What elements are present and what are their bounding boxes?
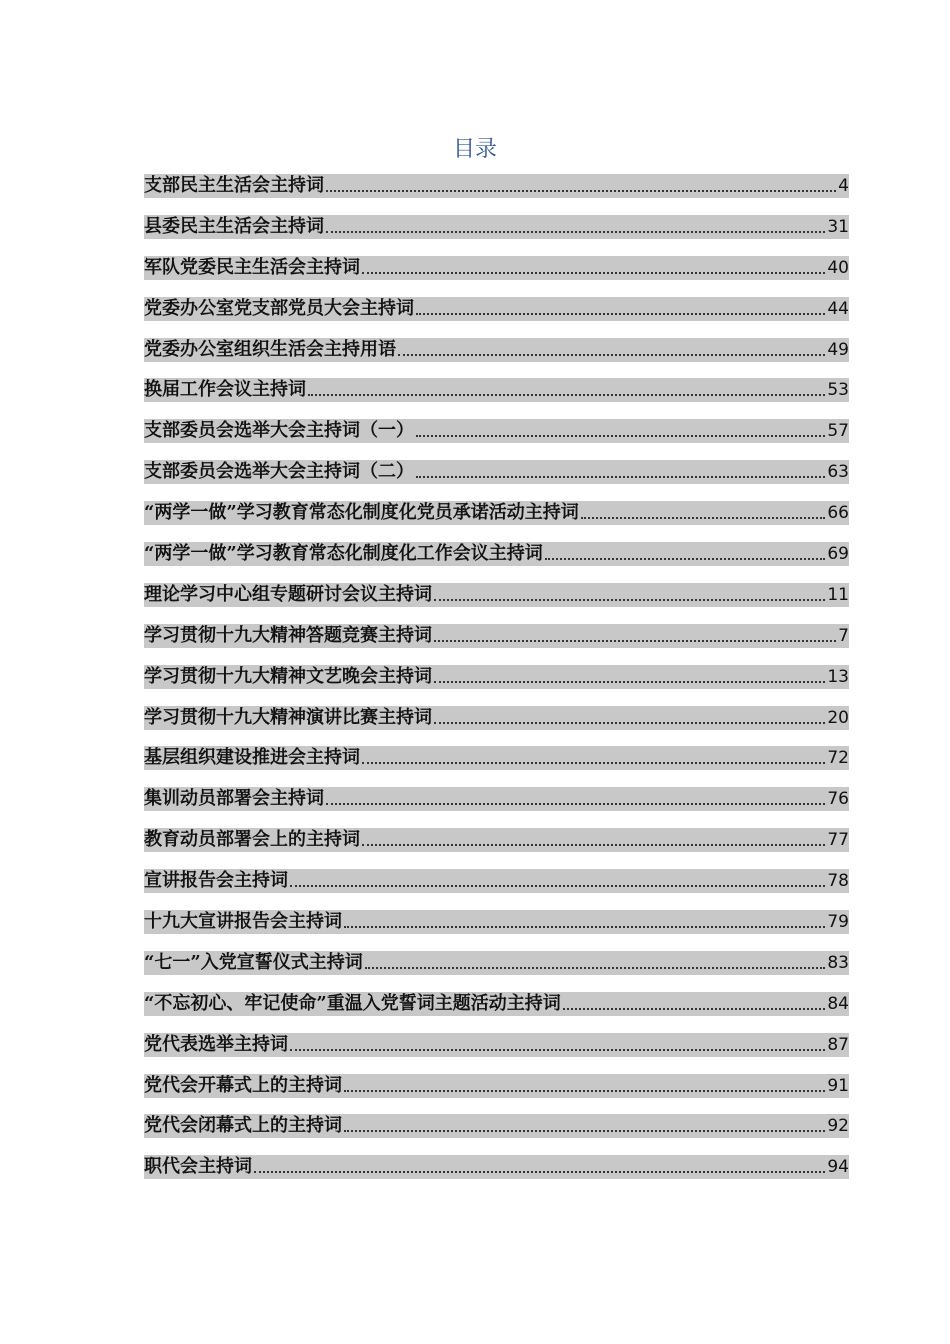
toc-entry-page-number: 63 (827, 462, 849, 483)
toc-entry-title: 军队党委民主生活会主持词 (144, 256, 360, 278)
toc-dot-leader (254, 1171, 825, 1173)
toc-dot-leader (581, 517, 826, 519)
toc-entry-title: “两学一做”学习教育常态化制度化党员承诺活动主持词 (144, 502, 579, 524)
toc-entry-title: 党代会闭幕式上的主持词 (144, 1115, 342, 1137)
toc-dot-leader (326, 803, 825, 805)
toc-entry-page-number: 57 (827, 421, 849, 442)
toc-entry[interactable] (144, 746, 849, 770)
toc-entry[interactable] (144, 951, 849, 975)
toc-entry-title: 职代会主持词 (144, 1156, 252, 1178)
toc-dot-leader (290, 885, 825, 887)
toc-entry-title: 支部民主生活会主持词 (144, 175, 324, 196)
toc-entry[interactable] (144, 542, 849, 566)
toc-dot-leader (326, 231, 825, 233)
toc-dot-leader (326, 190, 836, 192)
toc-entry-title: 学习贯彻十九大精神答题竞赛主持词 (144, 624, 432, 646)
toc-entry-title: 学习贯彻十九大精神演讲比赛主持词 (144, 706, 432, 728)
toc-dot-leader (362, 762, 825, 764)
toc-entry-page-number: 83 (827, 952, 849, 973)
toc-entry-page-number: 31 (827, 216, 849, 237)
toc-entry-title: 理论学习中心组专题研讨会议主持词 (144, 583, 432, 605)
toc-entry-page-number: 78 (827, 871, 849, 892)
toc-entry[interactable] (144, 460, 849, 484)
toc-entry-title: “不忘初心、牢记使命”重温入党誓词主题活动主持词 (144, 992, 561, 1014)
toc-dot-leader (344, 926, 825, 928)
toc-dot-leader (344, 1130, 825, 1132)
toc-dot-leader (416, 313, 825, 315)
toc-dot-leader (365, 967, 826, 969)
toc-entry-page-number: 49 (827, 339, 849, 360)
toc-dot-leader (362, 844, 825, 846)
toc-entry-title: 支部委员会选举大会主持词（一） (144, 420, 414, 442)
toc-entry-title: 换届工作会议主持词 (144, 379, 306, 401)
toc-entry[interactable] (144, 174, 849, 198)
toc-entry[interactable] (144, 378, 849, 402)
toc-dot-leader (563, 1008, 826, 1010)
toc-entry-page-number: 44 (827, 298, 849, 319)
toc-entry-page-number: 91 (827, 1075, 849, 1096)
toc-entry[interactable] (144, 1155, 849, 1179)
toc-entry-page-number: 40 (827, 257, 849, 278)
toc-dot-leader (416, 435, 825, 437)
toc-entry-title: 学习贯彻十九大精神文艺晚会主持词 (144, 665, 432, 687)
toc-entry[interactable] (144, 665, 849, 689)
toc-entry[interactable] (144, 787, 849, 811)
toc-entry-page-number: 72 (827, 748, 849, 769)
toc-entry-page-number: 79 (827, 912, 849, 933)
toc-entry-page-number: 92 (827, 1116, 849, 1137)
toc-entry-page-number: 94 (827, 1157, 849, 1178)
toc-dot-leader (434, 722, 825, 724)
toc-entry-page-number: 7 (838, 625, 849, 646)
toc-entry-title: 宣讲报告会主持词 (144, 870, 288, 892)
toc-entry[interactable] (144, 828, 849, 852)
toc-dot-leader (290, 1049, 825, 1051)
toc-title: 目录 (452, 137, 497, 162)
toc-entry-page-number: 53 (827, 380, 849, 401)
toc-entry[interactable] (144, 419, 849, 443)
toc-entry[interactable] (144, 992, 849, 1016)
toc-entry-title: “七一”入党宣誓仪式主持词 (144, 951, 363, 973)
toc-entry[interactable] (144, 1114, 849, 1138)
toc-dot-leader (416, 476, 825, 478)
toc-entry[interactable] (144, 583, 849, 607)
toc-dot-leader (308, 394, 825, 396)
toc-entry[interactable] (144, 624, 849, 648)
toc-entry-title: 党代表选举主持词 (144, 1033, 288, 1055)
toc-entry[interactable] (144, 256, 849, 280)
toc-entry-page-number: 69 (827, 544, 849, 565)
toc-entry-page-number: 77 (827, 830, 849, 851)
toc-dot-leader (434, 599, 825, 601)
toc-entry-title: 基层组织建设推进会主持词 (144, 747, 360, 769)
toc-dot-leader (434, 681, 825, 683)
toc-dot-leader (434, 640, 836, 642)
toc-entry[interactable] (144, 297, 849, 321)
toc-entry-title: 党委办公室党支部党员大会主持词 (144, 297, 414, 319)
toc-entry-page-number: 66 (827, 503, 849, 524)
toc-entry-title: “两学一做”学习教育常态化制度化工作会议主持词 (144, 543, 543, 565)
toc-entry[interactable] (144, 1033, 849, 1057)
toc-entry[interactable] (144, 869, 849, 893)
toc-entry-title: 集训动员部署会主持词 (144, 788, 324, 810)
toc-entry-title: 支部委员会选举大会主持词（二） (144, 461, 414, 483)
toc-entry[interactable] (144, 215, 849, 239)
toc-entry-page-number: 87 (827, 1034, 849, 1055)
toc-entry-page-number: 4 (838, 176, 849, 196)
toc-entry[interactable] (144, 1074, 849, 1098)
toc-dot-leader (545, 558, 826, 560)
toc-entry-page-number: 11 (827, 584, 849, 605)
toc-list (144, 174, 849, 1196)
toc-entry[interactable] (144, 706, 849, 730)
toc-entry[interactable] (144, 338, 849, 362)
toc-entry-page-number: 13 (827, 666, 849, 687)
toc-entry[interactable] (144, 501, 849, 525)
toc-entry-page-number: 84 (827, 993, 849, 1014)
toc-dot-leader (398, 354, 825, 356)
toc-entry-title: 教育动员部署会上的主持词 (144, 829, 360, 851)
toc-entry-title: 县委民主生活会主持词 (144, 215, 324, 237)
toc-entry-title: 党代会开幕式上的主持词 (144, 1074, 342, 1096)
toc-entry-page-number: 76 (827, 789, 849, 810)
toc-entry-title: 党委办公室组织生活会主持用语 (144, 338, 396, 360)
toc-dot-leader (362, 272, 825, 274)
toc-entry-title: 十九大宣讲报告会主持词 (144, 911, 342, 933)
toc-dot-leader (344, 1090, 825, 1092)
toc-entry[interactable] (144, 910, 849, 934)
toc-entry-page-number: 20 (827, 707, 849, 728)
